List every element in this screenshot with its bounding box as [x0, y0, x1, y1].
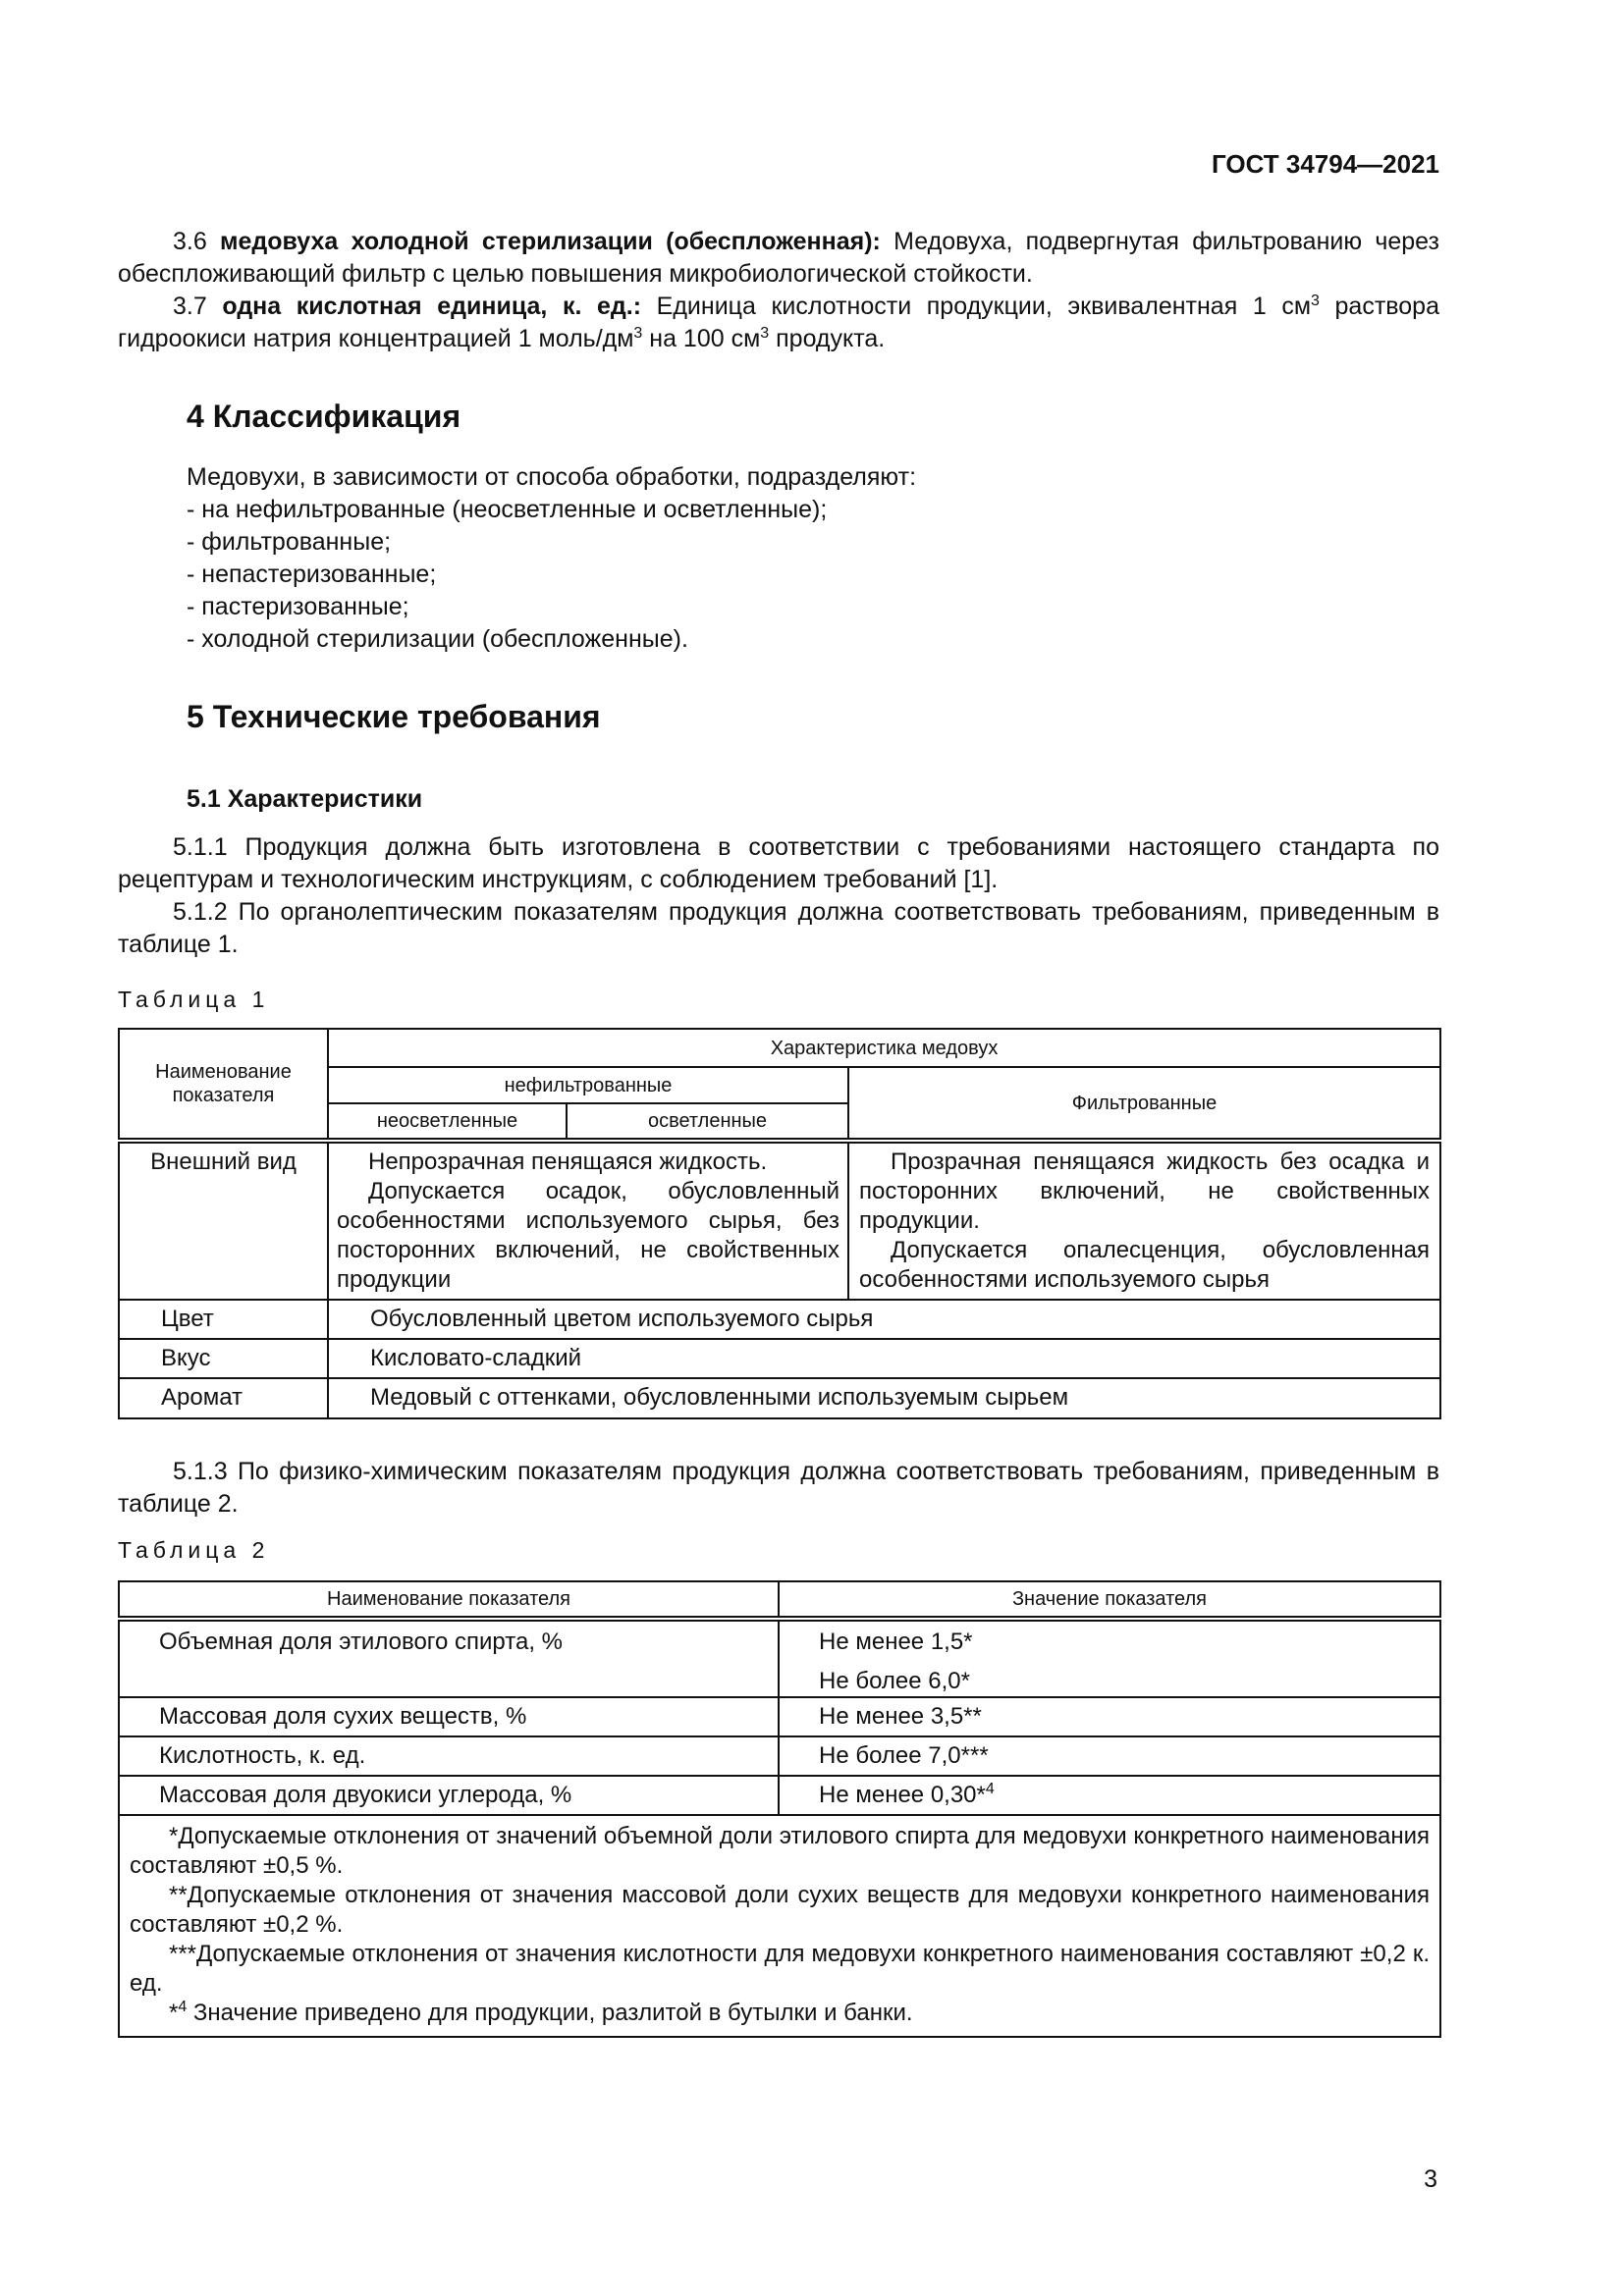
term-3-6 — [118, 226, 1439, 291]
table-row — [119, 1300, 1440, 1339]
terms-block — [118, 226, 1439, 355]
paragraph-5-1-1: 5.1.1 Продукция должна быть изготовлена в соответствии с требованиями настоящего стандарта по рецептурам и технологическим инструкциям, с соблюдением требований [1]. — [118, 833, 1439, 893]
footnote — [130, 1999, 1430, 2028]
table-1 — [118, 1028, 1441, 1419]
header-filtered: Фильтрованные — [848, 1067, 1440, 1141]
section-5-1-3-text — [118, 1456, 1439, 1521]
paragraph-5-1-2: 5.1.2 По органолептическим показателям продукция должна соответствовать требованиям, приведенным в таблице 1. — [118, 898, 1439, 958]
page-number: 3 — [1424, 2165, 1437, 2193]
term-def: на 100 см — [642, 325, 761, 352]
sup: 4 — [985, 1781, 995, 1797]
row-value-unfiltered — [328, 1141, 848, 1300]
row-value: Обусловленный цветом используемого сырья — [328, 1300, 1440, 1339]
term-3-7 — [118, 291, 1439, 355]
row-name: Внешний вид — [119, 1141, 328, 1300]
sup: 3 — [633, 325, 643, 342]
section-4-title: 4 Классификация — [187, 399, 461, 434]
cell-text: Допускается опалесценция, обусловленная особенностями используемого сырья — [859, 1237, 1431, 1293]
term-def: Единица кислотности продукции, эквивалентная 1 см — [656, 293, 1312, 320]
term-def: Медовуха, подвергнутая фильтрованию через обеспложивающий фильтр с целью повышения микробиологической стойкости. — [118, 228, 1439, 288]
table-row — [119, 1736, 1440, 1776]
row-value — [779, 1776, 1440, 1815]
classification-intro: Медовухи, в зависимости от способа обработки, подразделяют: — [187, 463, 917, 491]
term-name: медовуха холодной стерилизации (обеспложенная): — [220, 228, 881, 255]
row-name: Массовая доля двуокиси углерода, % — [119, 1776, 779, 1815]
table2-caption: Таблица 2 — [118, 1537, 270, 1563]
term-num: 3.6 — [173, 228, 207, 255]
table-row — [119, 1141, 1440, 1300]
paragraph-5-1-3: 5.1.3 По физико-химическим показателям продукция должна соответствовать требованиям, приведенным в таблице 2. — [118, 1458, 1439, 1518]
row-value: Кисловато-сладкий — [328, 1339, 1440, 1378]
classification-list — [187, 461, 1439, 656]
row-value: Не менее 3,5** — [779, 1697, 1440, 1736]
list-item: - на нефильтрованные (неосветленные и осветленные); — [187, 496, 828, 523]
term-name: одна кислотная единица, к. ед.: — [222, 293, 642, 320]
footnote: *Допускаемые отклонения от значений объемной доли этилового спирта для медовухи конкретного наименования составляют ±0,5 %. — [130, 1823, 1430, 1879]
doc-header: ГОСТ 34794—2021 — [1212, 149, 1439, 179]
footnote-mark: * — [169, 2000, 179, 2026]
section-5-title: 5 Технические требования — [187, 699, 601, 734]
footnote: **Допускаемые отклонения от значения массовой доли сухих веществ для медовухи конкретного наименования составляют ±0,2 %. — [130, 1882, 1430, 1938]
list-item: - холодной стерилизации (обеспложенные). — [187, 625, 688, 653]
footnotes — [119, 1815, 1440, 2037]
footnote: ***Допускаемые отклонения от значения кислотности для медовухи конкретного наименования составляют ±0,2 к. ед. — [130, 1941, 1430, 1997]
row-name: Объемная доля этилового спирта, % — [119, 1619, 779, 1697]
list-item: - фильтрованные; — [187, 528, 392, 556]
footnotes-row — [119, 1815, 1440, 2037]
sup: 3 — [760, 325, 770, 342]
value-min: Не менее 1,5* — [819, 1629, 973, 1655]
header-name: Наименование показателя — [119, 1029, 328, 1141]
section-5-1-text — [118, 831, 1439, 961]
value-max: Не более 6,0* — [819, 1668, 970, 1694]
header-unfiltered: нефильтрованные — [328, 1067, 848, 1103]
sup: 4 — [178, 1999, 188, 2015]
row-value: Не более 7,0*** — [779, 1736, 1440, 1776]
term-def: раствора гидроокиси натрия концентрацией 1 моль/дм — [118, 293, 1439, 352]
row-value-filtered — [848, 1141, 1440, 1300]
sup: 3 — [1311, 293, 1320, 309]
row-value — [779, 1619, 1440, 1697]
table-row — [119, 1619, 1440, 1697]
row-name: Вкус — [119, 1339, 328, 1378]
cell-text: Допускается осадок, обусловленный особенностями используемого сырья, без посторонних включений, не свойственных продукции — [337, 1178, 839, 1293]
cell-text: Непрозрачная пенящаяся жидкость. — [368, 1148, 768, 1175]
table-row — [119, 1776, 1440, 1815]
table-row — [119, 1697, 1440, 1736]
table1-caption: Таблица 1 — [118, 987, 270, 1012]
footnote-text: Значение приведено для продукции, разлитой в бутылки и банки. — [187, 2000, 913, 2026]
row-name: Массовая доля сухих веществ, % — [119, 1697, 779, 1736]
header-unclarified: неосветленные — [328, 1103, 567, 1141]
value-text: Не менее 0,30* — [819, 1782, 986, 1808]
list-item: - непастеризованные; — [187, 561, 437, 588]
row-name: Кислотность, к. ед. — [119, 1736, 779, 1776]
header-clarified: осветленные — [567, 1103, 848, 1141]
table-2 — [118, 1580, 1441, 2038]
term-num: 3.7 — [173, 293, 207, 320]
list-item: - пастеризованные; — [187, 593, 409, 620]
section-5-1-title: 5.1 Характеристики — [187, 785, 423, 813]
header-group: Характеристика медовух — [328, 1029, 1440, 1067]
table-row — [119, 1378, 1440, 1418]
term-def: продукта. — [769, 325, 886, 352]
row-value: Медовый с оттенками, обусловленными используемым сырьем — [328, 1378, 1440, 1418]
header-indicator: Наименование показателя — [119, 1581, 779, 1619]
row-name: Аромат — [119, 1378, 328, 1418]
row-name: Цвет — [119, 1300, 328, 1339]
header-value: Значение показателя — [779, 1581, 1440, 1619]
table-row — [119, 1339, 1440, 1378]
cell-text: Прозрачная пенящаяся жидкость без осадка и посторонних включений, не свойственных продукции. — [859, 1148, 1431, 1234]
